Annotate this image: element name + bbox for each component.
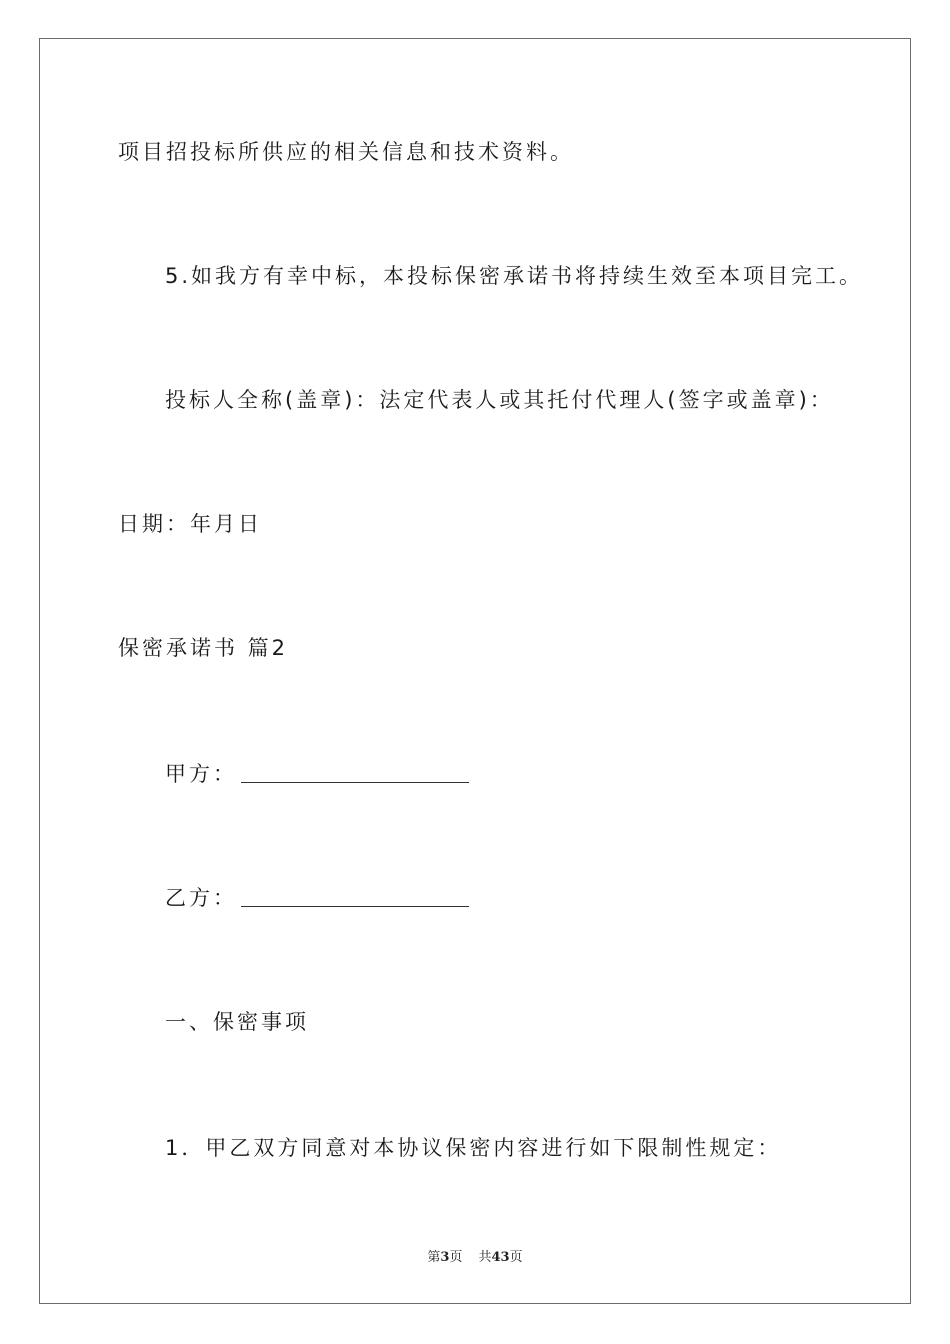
footer-total-prefix: 共: [478, 1250, 492, 1265]
party-b-blank: [241, 886, 469, 907]
party-a-blank: [241, 762, 469, 783]
party-a-label: 甲方：: [165, 762, 237, 786]
footer-page-suffix: 页: [449, 1250, 463, 1265]
paragraph-item-5: 5.如我方有幸中标，本投标保密承诺书将持续生效至本项目完工。: [165, 264, 864, 288]
footer-total-pages: 43: [491, 1250, 510, 1265]
paragraph-date: 日期：年月日: [118, 512, 262, 536]
paragraph-signature: 投标人全称(盖章)：法定代表人或其托付代理人(签字或盖章)：: [165, 388, 834, 412]
page-border: [39, 38, 911, 1304]
clause-heading: 一、保密事项: [165, 1010, 309, 1034]
party-b-label: 乙方：: [165, 886, 237, 910]
paragraph-text: 项目招投标所供应的相关信息和技术资料。: [118, 140, 574, 164]
footer-page-prefix: 第: [427, 1250, 441, 1265]
clause-item-1: 1．甲乙双方同意对本协议保密内容进行如下限制性规定：: [165, 1136, 782, 1160]
page-footer: [0, 1246, 950, 1265]
party-a-line: [165, 760, 469, 788]
footer-page-number: 3: [440, 1250, 450, 1265]
section-heading: 保密承诺书 篇2: [118, 636, 289, 660]
party-b-line: [165, 884, 469, 912]
footer-total-suffix: 页: [509, 1250, 523, 1265]
